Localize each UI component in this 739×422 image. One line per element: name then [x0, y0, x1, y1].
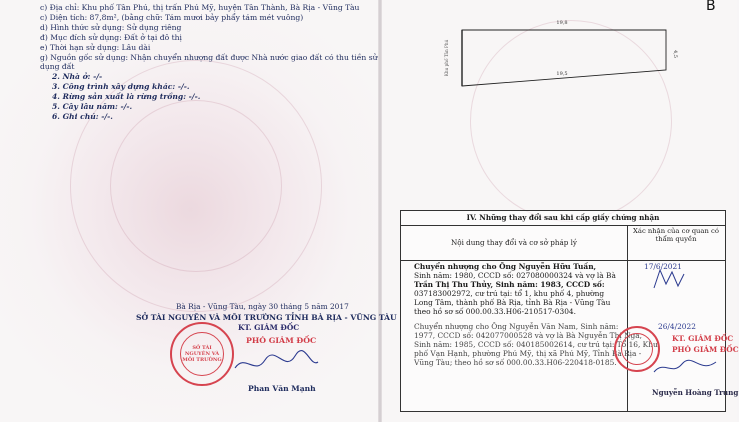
col-header-confirmation: Xác nhận của cơ quan có thẩm quyền	[633, 227, 719, 243]
parcel-purpose: đ) Mục đích sử dụng: Đất ở tại đô thị	[40, 33, 182, 42]
parcel-use-form: d) Hình thức sử dụng: Sử dụng riêng	[40, 23, 182, 32]
kt-director: KT. GIÁM ĐỐC	[238, 323, 300, 332]
entry1-date: 17/6/2021	[644, 262, 682, 271]
entry1-line6: theo hồ sơ số 000.00.33.H06-210517-0304.	[414, 307, 576, 316]
entry2-line4: phố Vạn Hạnh, phường Phú Mỹ, thị xã Phú Mỹ, Tỉnh Bà Rịa -	[414, 349, 642, 358]
entry2-line5: Vũng Tàu; theo hồ sơ số 000.00.33.H06-220418-0185.	[414, 358, 617, 367]
parcel-origin-cont: dụng đất	[40, 62, 75, 71]
entry1-line4: 037183002972, cư trú tại: tổ 1, khu phố 4, phường	[414, 289, 605, 298]
entry1-line1: Chuyển nhượng cho Ông Nguyễn Hữu Tuấn,	[414, 262, 597, 271]
section-other-construction: 3. Công trình xây dựng khác: -/-.	[52, 82, 190, 91]
signer-name-right: Nguyễn Hoàng Trung	[652, 388, 739, 397]
parcel-address: c) Địa chỉ: Khu phố Tân Phú, thị trấn Phú Mỹ, huyện Tân Thành, Bà Rịa - Vũng Tàu	[40, 3, 360, 12]
col-header-content: Nội dung thay đổi và cơ sở pháp lý	[450, 238, 577, 247]
entry1-line2: Sinh năm: 1980, CCCD số: 027080000324 và vợ là Bà	[414, 271, 616, 280]
entry1-line3: Trần Thị Thu Thủy, Sinh năm: 1983, CCCD số:	[414, 280, 605, 289]
page-fold	[378, 0, 382, 422]
signature-left	[230, 348, 320, 378]
plot-top-dim: 19,8	[556, 20, 568, 26]
changes-table-title: IV. Những thay đổi sau khi cấp giấy chứng nhận	[401, 211, 725, 226]
signature-right	[650, 356, 720, 378]
section-house: 2. Nhà ở: -/-	[52, 72, 103, 81]
column-divider	[627, 226, 628, 411]
deputy-director-title: PHÓ GIÁM ĐỐC	[246, 336, 317, 345]
section-forest: 4. Rừng sản xuất là rừng trồng: -/-.	[52, 92, 201, 101]
plot-right-dim: 4,5	[672, 50, 678, 58]
issuing-authority: SỞ TÀI NGUYÊN VÀ MÔI TRƯỜNG TỈNH BÀ RỊA - VŨNG TÀU	[136, 313, 397, 322]
entry1-line5: Long Tâm, thành phố Bà Rịa, tỉnh Bà Rịa - Vũng Tàu	[414, 298, 611, 307]
signer-name-left: Phan Văn Mạnh	[248, 384, 316, 393]
entry2-line2: 1977, CCCD số: 042077000528 và vợ là Bà Nguyễn Thị Nga,	[414, 331, 643, 340]
signature-entry1	[650, 266, 690, 292]
section-perennial: 5. Cây lâu năm: -/-.	[52, 102, 133, 111]
entry2-date: 26/4/2022	[658, 322, 696, 331]
entry2-line3: Sinh năm: 1985, CCCD số: 040185002614, cư trú tại: Tổ 16, Khu	[414, 340, 658, 349]
parcel-origin: g) Nguồn gốc sử dụng: Nhận chuyển nhượng đất được Nhà nước giao đất có thu tiền sử	[40, 53, 378, 62]
plot-left-label: Khu phố Tân Phú	[444, 39, 449, 77]
section-notes: 6. Ghi chú: -/-.	[52, 112, 113, 121]
parcel-outline	[462, 30, 666, 86]
deputy-director-right: PHÓ GIÁM ĐỐC	[672, 345, 739, 354]
parcel-term: e) Thời hạn sử dụng: Lâu dài	[40, 43, 151, 52]
plot-bottom-dim: 19,5	[556, 71, 568, 77]
entry2-line1: Chuyển nhượng cho Ông Nguyễn Văn Nam, Sinh năm:	[414, 322, 619, 331]
seal-text: SỞ TÀI NGUYÊN VÀ MÔI TRƯỜNG	[182, 345, 222, 363]
corner-letter: B	[706, 0, 716, 14]
official-seal-left	[170, 322, 234, 386]
parcel-area: c) Diện tích: 87,8m², (bằng chữ: Tám mươi bảy phẩy tám mét vuông)	[40, 13, 304, 22]
watermark-ring	[110, 100, 282, 272]
parcel-plot-diagram	[444, 8, 678, 94]
kt-director-right: KT. GIÁM ĐỐC	[672, 334, 734, 343]
sign-date: Bà Rịa - Vũng Tàu, ngày 30 tháng 5 năm 2017	[176, 302, 349, 311]
